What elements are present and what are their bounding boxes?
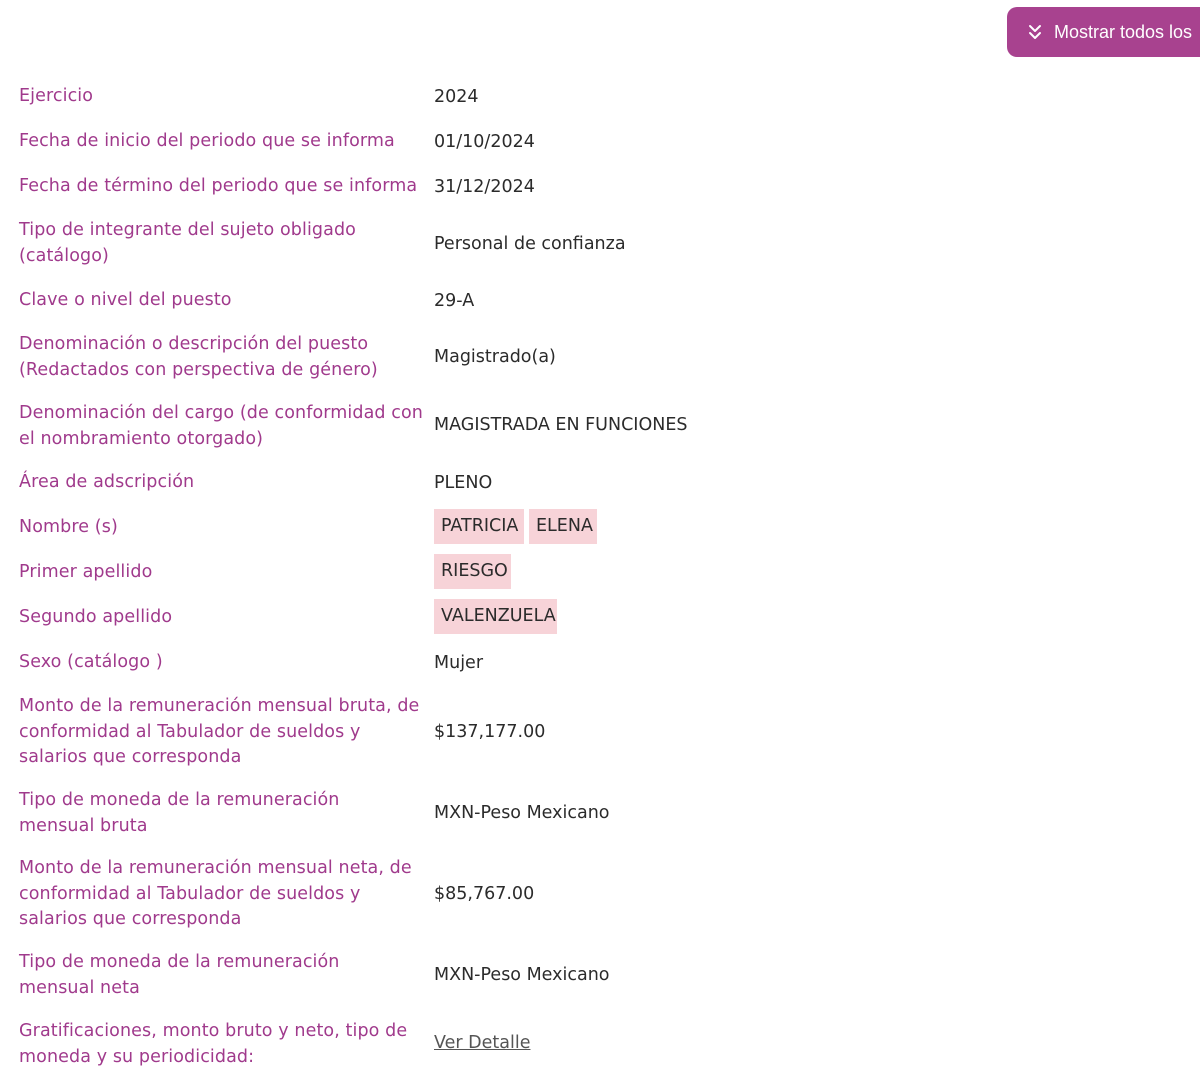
field-value-denominacion-cargo: MAGISTRADA EN FUNCIONES — [434, 415, 688, 435]
field-label-monto-bruta: Monto de la remuneración mensual bruta, de conformidad al Tabulador de sueldos y salarios que corresponda — [19, 696, 420, 767]
field-value-area-adscripcion: PLENO — [434, 473, 493, 493]
field-label-moneda-neta: Tipo de moneda de la remuneración mensual neta — [19, 952, 340, 998]
field-label-denominacion-cargo: Denominación del cargo (de conformidad con el nombramiento otorgado) — [19, 403, 423, 449]
field-value-tipo-integrante: Personal de confianza — [434, 234, 626, 254]
field-value-fecha-inicio: 01/10/2024 — [434, 132, 535, 152]
field-label-segundo-apellido: Segundo apellido — [19, 607, 173, 627]
field-label-primer-apellido: Primer apellido — [19, 562, 153, 582]
name-chip: ELENA — [529, 509, 597, 544]
field-label-gratificaciones: Gratificaciones, monto bruto y neto, tipo de moneda y su periodicidad: — [19, 1021, 408, 1067]
field-label-nombre: Nombre (s) — [19, 517, 118, 537]
ver-detalle-link[interactable]: Ver Detalle — [434, 1033, 531, 1053]
field-value-denominacion-puesto: Magistrado(a) — [434, 347, 556, 367]
field-label-denominacion-puesto: Denominación o descripción del puesto (Redactados con perspectiva de género) — [19, 334, 378, 380]
field-value-moneda-bruta: MXN-Peso Mexicano — [434, 803, 610, 823]
field-label-fecha-termino: Fecha de término del periodo que se informa — [19, 176, 418, 196]
surname-chip: RIESGO — [434, 554, 511, 589]
field-label-area-adscripcion: Área de adscripción — [19, 472, 195, 492]
field-value-ejercicio: 2024 — [434, 87, 479, 107]
field-value-sexo: Mujer — [434, 653, 484, 673]
name-chip: PATRICIA — [434, 509, 524, 544]
field-label-fecha-inicio: Fecha de inicio del periodo que se informa — [19, 131, 395, 151]
field-value-fecha-termino: 31/12/2024 — [434, 177, 535, 197]
field-label-monto-neta: Monto de la remuneración mensual neta, de conformidad al Tabulador de sueldos y salarios que corresponda — [19, 858, 412, 929]
second-surname-chip: VALENZUELA — [434, 599, 557, 634]
field-value-clave-puesto: 29-A — [434, 291, 475, 311]
show-all-button-label: Mostrar todos los — [1054, 21, 1193, 42]
field-label-sexo: Sexo (catálogo ) — [19, 652, 163, 672]
field-value-monto-bruta: $137,177.00 — [434, 722, 546, 742]
field-value-monto-neta: $85,767.00 — [434, 884, 535, 904]
field-label-ejercicio: Ejercicio — [19, 86, 94, 106]
field-value-moneda-neta: MXN-Peso Mexicano — [434, 965, 610, 985]
field-label-moneda-bruta: Tipo de moneda de la remuneración mensual bruta — [19, 790, 340, 836]
field-label-tipo-integrante: Tipo de integrante del sujeto obligado (catálogo) — [19, 220, 356, 266]
field-label-clave-puesto: Clave o nivel del puesto — [19, 290, 232, 310]
